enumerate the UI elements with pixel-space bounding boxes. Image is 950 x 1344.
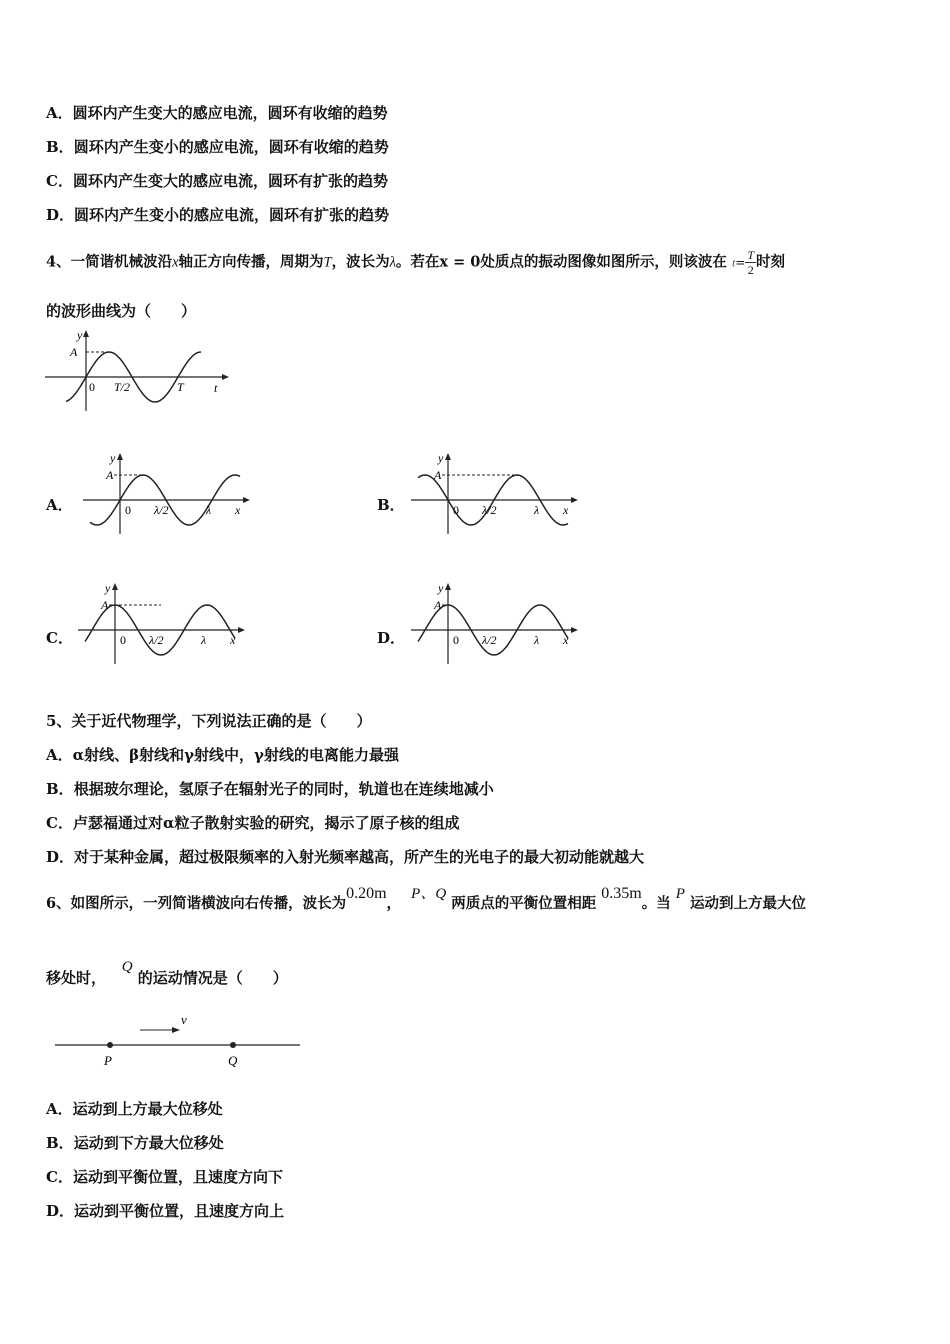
option-text: 对于某种金属，超过极限频率的入射光频率越高，所产生的光电子的最大初动能就越大 xyxy=(74,848,645,866)
option-text: α射线、β射线和γ射线中，γ射线的电离能力最强 xyxy=(72,746,399,764)
y-axis-arrow xyxy=(112,583,118,590)
option-text: 卢瑟福通过对α粒子散射实验的研究，揭示了原子核的组成 xyxy=(72,814,460,832)
option-text: 运动到平衡位置，且速度方向下 xyxy=(72,1168,283,1186)
wave-graph-d[interactable] xyxy=(403,578,583,668)
q5-option-d xyxy=(46,846,644,867)
q6-text: ， xyxy=(386,895,402,912)
q3-option-c xyxy=(46,170,388,191)
option-label: D． xyxy=(46,206,75,224)
t-axis-arrow xyxy=(222,374,229,380)
option-d-label[interactable]: D． xyxy=(377,629,406,647)
label-T: T xyxy=(177,380,184,394)
var-x: x xyxy=(172,254,179,271)
option-label: D． xyxy=(46,1202,75,1220)
label-lambda-half: λ/2 xyxy=(149,633,164,647)
q5-option-a xyxy=(46,744,399,765)
option-text: 运动到平衡位置，且速度方向上 xyxy=(74,1202,285,1220)
fraction-numerator: T xyxy=(747,248,755,262)
p-label: P xyxy=(675,886,685,902)
q4-text: 轴正方向传播，周期为 xyxy=(178,253,324,271)
label-lambda: λ xyxy=(534,503,540,517)
q3-option-d xyxy=(46,204,389,225)
q6-option-a xyxy=(46,1098,223,1119)
equals-sign: = xyxy=(735,255,746,270)
x-axis-arrow xyxy=(238,627,245,633)
option-text: 根据玻尔理论，氢原子在辐射光子的同时，轨道也在连续地减小 xyxy=(73,780,494,798)
option-text: 运动到下方最大位移处 xyxy=(73,1134,224,1152)
label-y: y xyxy=(438,581,444,595)
q6-text: 移处时， xyxy=(46,969,107,987)
q5-option-b xyxy=(46,778,494,799)
q6-text: 两质点的平衡位置相距 xyxy=(451,895,597,912)
option-b-label[interactable]: B． xyxy=(377,496,405,514)
label-P: P xyxy=(104,1053,112,1068)
y-axis-arrow xyxy=(117,453,123,460)
label-lambda: λ xyxy=(534,633,540,647)
option-label: B． xyxy=(46,138,74,156)
label-A: A xyxy=(106,468,114,482)
t-fraction xyxy=(745,248,756,277)
q3-option-b xyxy=(46,136,389,157)
x-axis-arrow xyxy=(243,497,250,503)
q4-text: 处质点的振动图像如图所示，则该波在 xyxy=(480,253,727,271)
label-A: A xyxy=(101,598,109,612)
q6-stem-line2 xyxy=(46,955,288,987)
option-label: B． xyxy=(46,780,74,798)
option-text: 运动到上方最大位移处 xyxy=(72,1100,223,1118)
label-x: x xyxy=(563,633,569,647)
label-zero: 0 xyxy=(89,380,95,394)
label-y: y xyxy=(105,581,111,595)
condition: x = 0 xyxy=(439,253,481,271)
q4-text: 时刻 xyxy=(756,253,786,271)
var-T: T xyxy=(323,254,332,271)
label-lambda: λ xyxy=(201,633,207,647)
label-A: A xyxy=(434,598,442,612)
q4-text: 。若在 xyxy=(395,253,440,271)
label-lambda-half: λ/2 xyxy=(482,633,497,647)
label-A: A xyxy=(434,468,442,482)
q6-option-d xyxy=(46,1200,284,1221)
option-label: B． xyxy=(46,1134,74,1152)
option-text: 圆环内产生变小的感应电流，圆环有扩张的趋势 xyxy=(74,206,390,224)
point-q xyxy=(230,1042,236,1048)
q6-text: 的运动情况是（ ） xyxy=(137,969,288,987)
fraction-denominator: 2 xyxy=(747,263,754,277)
label-zero: 0 xyxy=(453,503,459,517)
var-t: t xyxy=(731,255,736,270)
option-label: C． xyxy=(46,1168,73,1186)
vibration-graph xyxy=(40,325,240,415)
label-lambda-half: λ/2 xyxy=(154,503,169,517)
q5-option-c xyxy=(46,812,460,833)
label-zero: 0 xyxy=(125,503,131,517)
q6-option-c xyxy=(46,1166,283,1187)
wave-graph-c[interactable] xyxy=(70,578,250,668)
q-label: Q xyxy=(121,959,133,975)
option-label: A． xyxy=(46,1100,73,1118)
x-axis-arrow xyxy=(571,627,578,633)
label-y: y xyxy=(438,451,444,465)
label-lambda: λ xyxy=(206,503,212,517)
option-label: A． xyxy=(46,746,73,764)
wave-graph-b[interactable] xyxy=(403,448,583,538)
distance-value: 0.35m xyxy=(601,885,642,902)
option-text: 圆环内产生变大的感应电流，圆环有扩张的趋势 xyxy=(72,172,388,190)
q4-text: ，波长为 xyxy=(331,253,390,271)
option-text: 圆环内产生变小的感应电流，圆环有收缩的趋势 xyxy=(73,138,389,156)
label-y: y xyxy=(77,328,83,342)
point-p xyxy=(107,1042,113,1048)
q6-text: 6、如图所示，一列简谐横波向右传播，波长为 xyxy=(46,895,347,912)
q4-text: 4、一简谐机械波沿 xyxy=(46,253,173,271)
var-lambda: λ xyxy=(389,254,396,271)
label-x: x xyxy=(235,503,241,517)
x-axis-arrow xyxy=(571,497,578,503)
pq-wave-figure xyxy=(50,1010,310,1075)
option-a-label[interactable]: A． xyxy=(46,496,73,514)
label-x: x xyxy=(230,633,236,647)
option-label: A． xyxy=(46,104,73,122)
wave-graph-a[interactable] xyxy=(75,448,255,538)
option-c-label[interactable]: C． xyxy=(46,629,73,647)
label-zero: 0 xyxy=(120,633,126,647)
option-text: 圆环内产生变大的感应电流，圆环有收缩的趋势 xyxy=(72,104,388,122)
option-label: C． xyxy=(46,172,73,190)
label-Q: Q xyxy=(228,1053,238,1068)
label-x: x xyxy=(563,503,569,517)
label-zero: 0 xyxy=(453,633,459,647)
label-A: A xyxy=(70,345,78,359)
option-label: D． xyxy=(46,848,75,866)
pq-label: P、Q xyxy=(411,886,447,902)
q4-stem-line2: 的波形曲线为（ ） xyxy=(46,302,197,320)
q6-text: 运动到上方最大位 xyxy=(690,895,807,912)
q6-text: 。当 xyxy=(641,895,671,912)
option-label: C． xyxy=(46,814,73,832)
y-axis-arrow xyxy=(445,583,451,590)
y-axis-arrow xyxy=(83,330,89,337)
y-axis-arrow xyxy=(445,453,451,460)
wavelength-value: 0.20m xyxy=(346,885,387,902)
q6-option-b xyxy=(46,1132,224,1153)
label-v: v xyxy=(181,1012,187,1027)
label-T-half: T/2 xyxy=(114,380,131,394)
label-t: t xyxy=(214,381,218,395)
velocity-arrowhead xyxy=(172,1027,180,1033)
q3-option-a xyxy=(46,102,388,123)
label-y: y xyxy=(110,451,116,465)
q6-stem xyxy=(46,884,807,912)
label-lambda-half: λ/2 xyxy=(482,503,497,517)
q4-stem xyxy=(46,248,785,277)
q5-stem: 5、关于近代物理学，下列说法正确的是（ ） xyxy=(46,712,372,730)
